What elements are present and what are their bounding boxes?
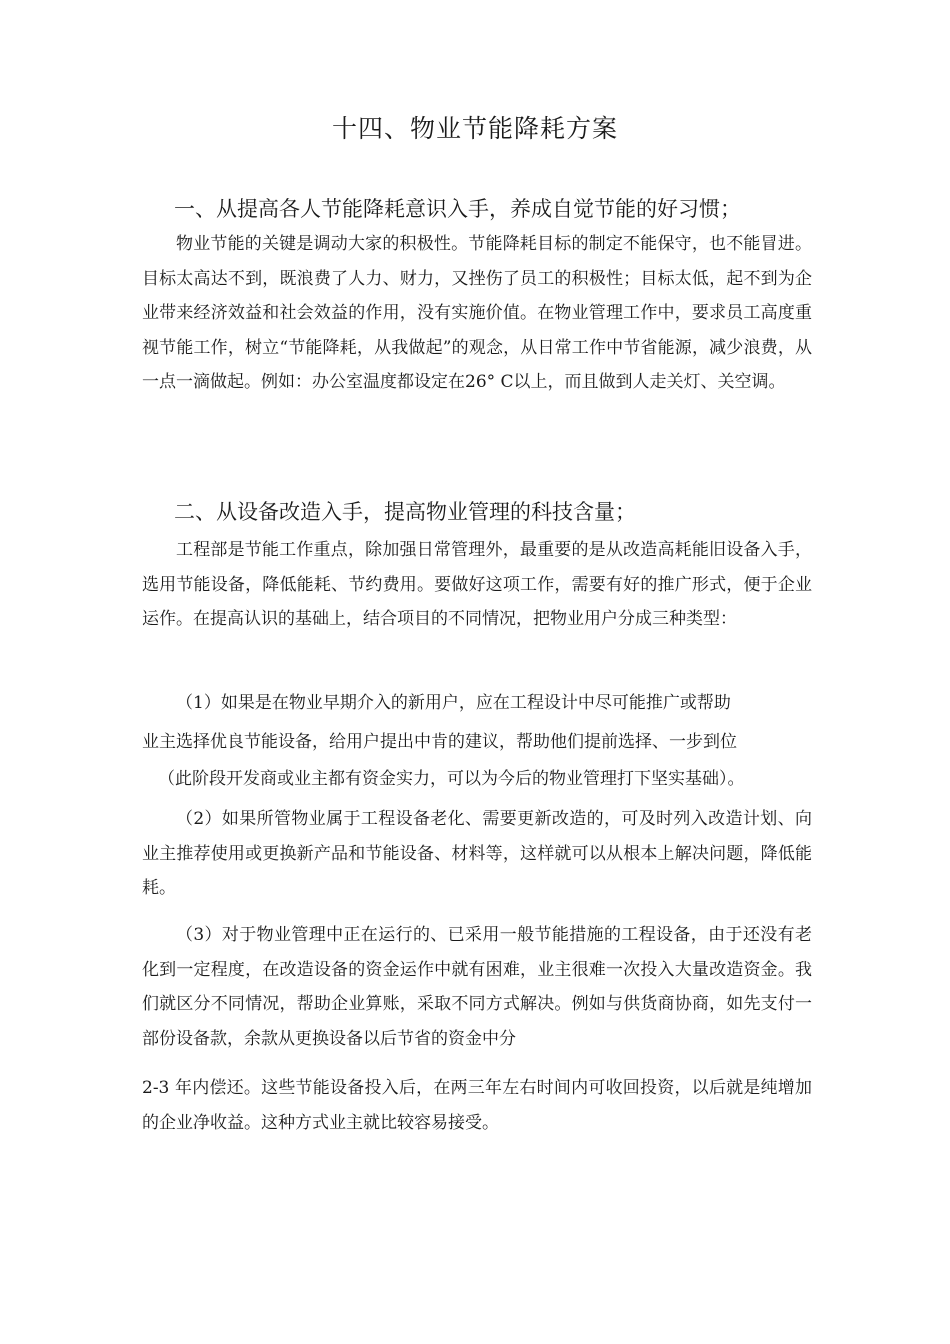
item-3-continuation: 2-3 年内偿还。这些节能设备投入后，在两三年左右时间内可收回投资，以后就是纯增加的企业净收益。这种方式业主就比较容易接受。 [142,1078,812,1133]
item-1-line-3: （此阶段开发商或业主都有资金实力，可以为今后的物业管理打下坚实基础）。 [158,769,745,789]
item-3-paragraph: （3）对于物业管理中正在运行的、已采用一般节能措施的工程设备，由于还没有老化到一定程度，在改造设备的资金运作中就有困难，业主很难一次投入大量改造资金。我们就区分不同情况，帮助企业算账，采取不同方式解决。例如与供货商协商，如先支付一部份设备款，余款从更换设备以后节省的资金中分 [142,925,812,1049]
document-title: 十四、物业节能降耗方案 [331,114,618,143]
item-1-line-1: （1）如果是在物业早期介入的新用户，应在工程设计中尽可能推广或帮助 [176,693,731,713]
section-2-heading: 二、从设备改造入手，提高物业管理的科技含量； [174,500,636,524]
section-1-heading: 一、从提高各人节能降耗意识入手，养成自觉节能的好习惯； [174,197,741,221]
item-2-paragraph: （2）如果所管物业属于工程设备老化、需要更新改造的，可及时列入改造计划、向业主推荐使用或更换新产品和节能设备、材料等，这样就可以从根本上解决问题，降低能耗。 [142,809,812,898]
section-2-paragraph: 工程部是节能工作重点，除加强日常管理外，最重要的是从改造高耗能旧设备入手，选用节能设备，降低能耗、节约费用。要做好这项工作，需要有好的推广形式，便于企业运作。在提高认识的基础上，结合项目的不同情况，把物业用户分成三种类型： [142,540,812,629]
item-1-line-2: 业主选择优良节能设备，给用户提出中肯的建议，帮助他们提前选择、一步到位 [142,732,737,752]
section-1-paragraph: 物业节能的关键是调动大家的积极性。节能降耗目标的制定不能保守，也不能冒进。目标太高达不到，既浪费了人力、财力，又挫伤了员工的积极性；目标太低，起不到为企业带来经济效益和社会效益的作用，没有实施价值。在物业管理工作中，要求员工高度重视节能工作，树立“节能降耗，从我做起”的观念，从日常工作中节省能源，减少浪费，从一点一滴做起。例如：办公室温度都设定在26° C以上，而且做到人走关灯、关空调。 [142,234,812,392]
